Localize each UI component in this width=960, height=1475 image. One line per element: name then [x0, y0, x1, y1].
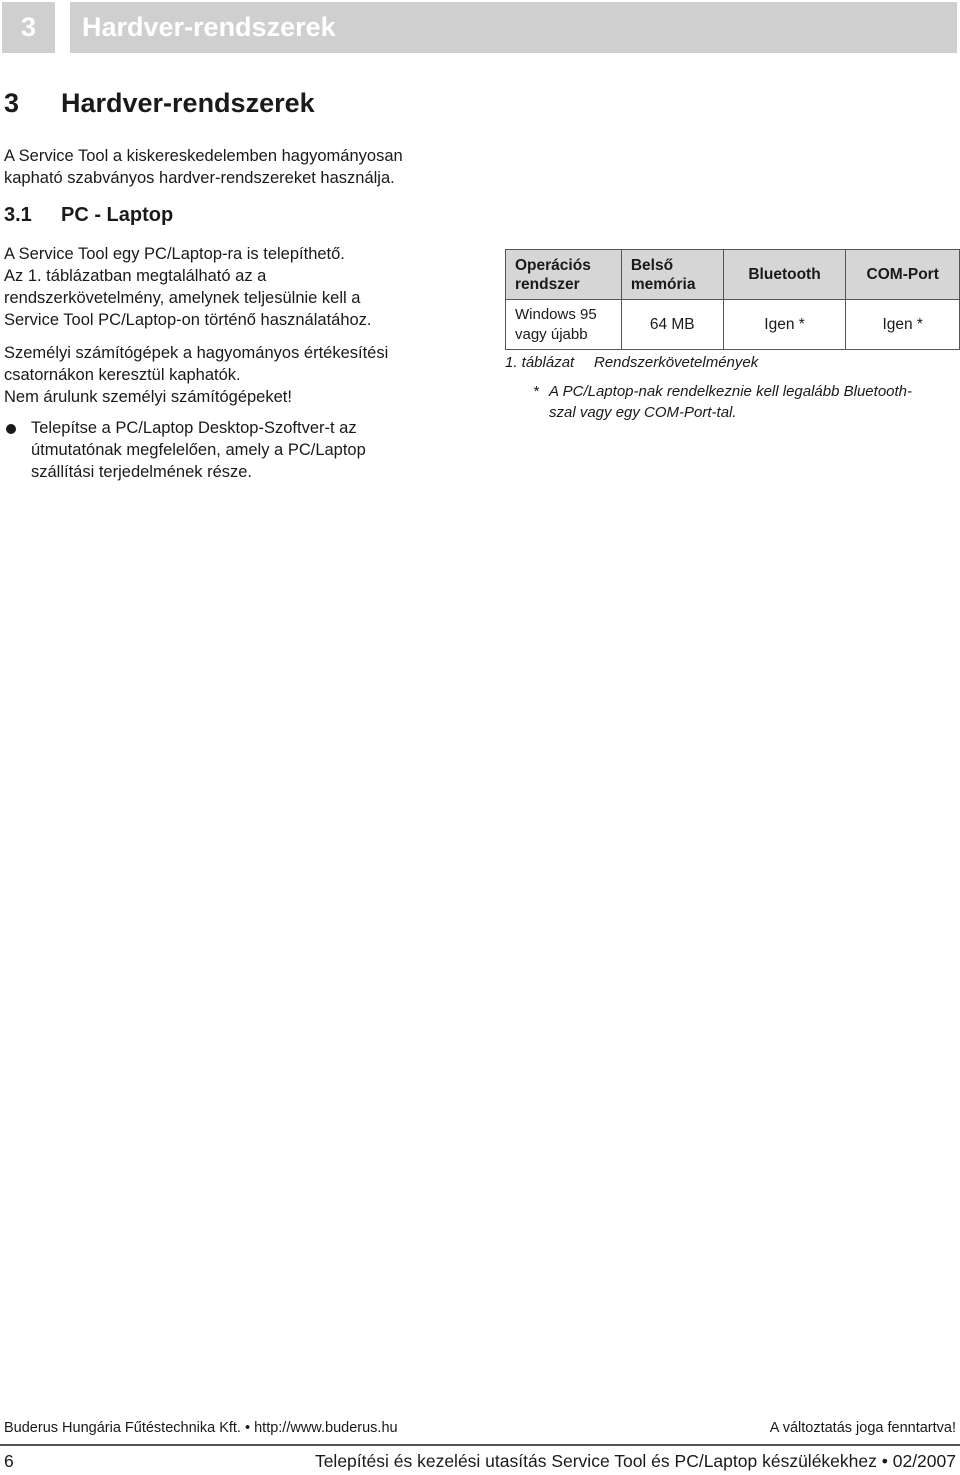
- subsection-heading: [4, 204, 173, 227]
- footer-bottom: [4, 1451, 956, 1472]
- header-bluetooth: Bluetooth: [723, 250, 846, 300]
- document-title: Telepítési és kezelési utasítás Service Tool és PC/Laptop készülékekhez • 02/2007: [314, 1451, 956, 1471]
- header-com-port: COM-Port: [846, 250, 960, 300]
- chapter-number-box: 3: [2, 2, 55, 53]
- intro-line: A Service Tool a kiskereskedelemben hagyományosan: [4, 147, 403, 165]
- paragraph-line: Nem árulunk személyi számítógépeket!: [4, 388, 292, 406]
- intro-paragraph: [4, 145, 474, 189]
- bullet-line: szállítási terjedelmének része.: [31, 463, 253, 481]
- section-title: Hardver-rendszerek: [61, 88, 315, 118]
- bullet-text: [31, 417, 366, 483]
- bullet-line: Telepítse a PC/Laptop Desktop-Szoftver-t az: [31, 419, 357, 437]
- paragraph-line: Az 1. táblázatban megtalálható az a: [4, 267, 267, 285]
- paragraph-line: rendszerkövetelmény, amelynek teljesülnie kell a: [4, 289, 361, 307]
- table-row: [506, 300, 960, 350]
- cell-os-line: vagy újabb: [515, 325, 588, 343]
- subsection-title: PC - Laptop: [61, 204, 174, 226]
- header-memory-line: memória: [630, 275, 696, 293]
- cell-bluetooth: Igen *: [723, 300, 846, 350]
- cell-memory: 64 MB: [621, 300, 723, 350]
- table-caption: [505, 354, 758, 371]
- header-os-line: Operációs: [515, 256, 591, 274]
- paragraph-line: A Service Tool egy PC/Laptop-ra is telepíthető.: [4, 245, 345, 263]
- paragraph-requirements: [4, 243, 474, 331]
- caption-label: 1. táblázat: [505, 354, 575, 371]
- header-os-line: rendszer: [515, 275, 580, 293]
- footnote-marker: *: [533, 383, 539, 400]
- cell-com-port: Igen *: [846, 300, 960, 350]
- table-header-row: [506, 250, 960, 300]
- paragraph-purchase: [4, 342, 474, 408]
- footer-top: [4, 1420, 956, 1436]
- footer-company: Buderus Hungária Fűtéstechnika Kft. • http://www.buderus.hu: [4, 1420, 398, 1436]
- subsection-number: 3.1: [4, 204, 32, 226]
- footer-rights: A változtatás joga fenntartva!: [769, 1420, 956, 1436]
- footnote-text: [549, 381, 912, 423]
- header-memory: [621, 250, 723, 300]
- header-memory-line: Belső: [630, 256, 674, 274]
- chapter-title-bar: Hardver-rendszerek: [70, 2, 957, 53]
- header-os: [506, 250, 622, 300]
- footer-divider: [0, 1444, 960, 1446]
- intro-line: kapható szabványos hardver-rendszereket használja.: [4, 169, 395, 187]
- cell-os: [506, 300, 622, 350]
- cell-os-line: Windows 95: [515, 305, 597, 323]
- footnote-line: A PC/Laptop-nak rendelkeznie kell legalább Bluetooth-: [549, 383, 913, 400]
- caption-text: Rendszerkövetelmények: [594, 354, 759, 371]
- bullet-dot-icon: [6, 424, 16, 434]
- bullet-line: útmutatónak megfelelően, amely a PC/Laptop: [31, 441, 366, 459]
- footnote-line: szal vagy egy COM-Port-tal.: [549, 404, 737, 421]
- section-heading: [4, 88, 315, 119]
- table-footnote: [533, 381, 912, 423]
- requirements-table: [505, 249, 960, 350]
- page-number: 6: [4, 1451, 14, 1471]
- install-bullet: [4, 417, 366, 483]
- paragraph-line: Service Tool PC/Laptop-on történő használatához.: [4, 311, 372, 329]
- section-number: 3: [4, 88, 20, 118]
- paragraph-line: csatornákon keresztül kaphatók.: [4, 366, 241, 384]
- paragraph-line: Személyi számítógépek a hagyományos értékesítési: [4, 344, 389, 362]
